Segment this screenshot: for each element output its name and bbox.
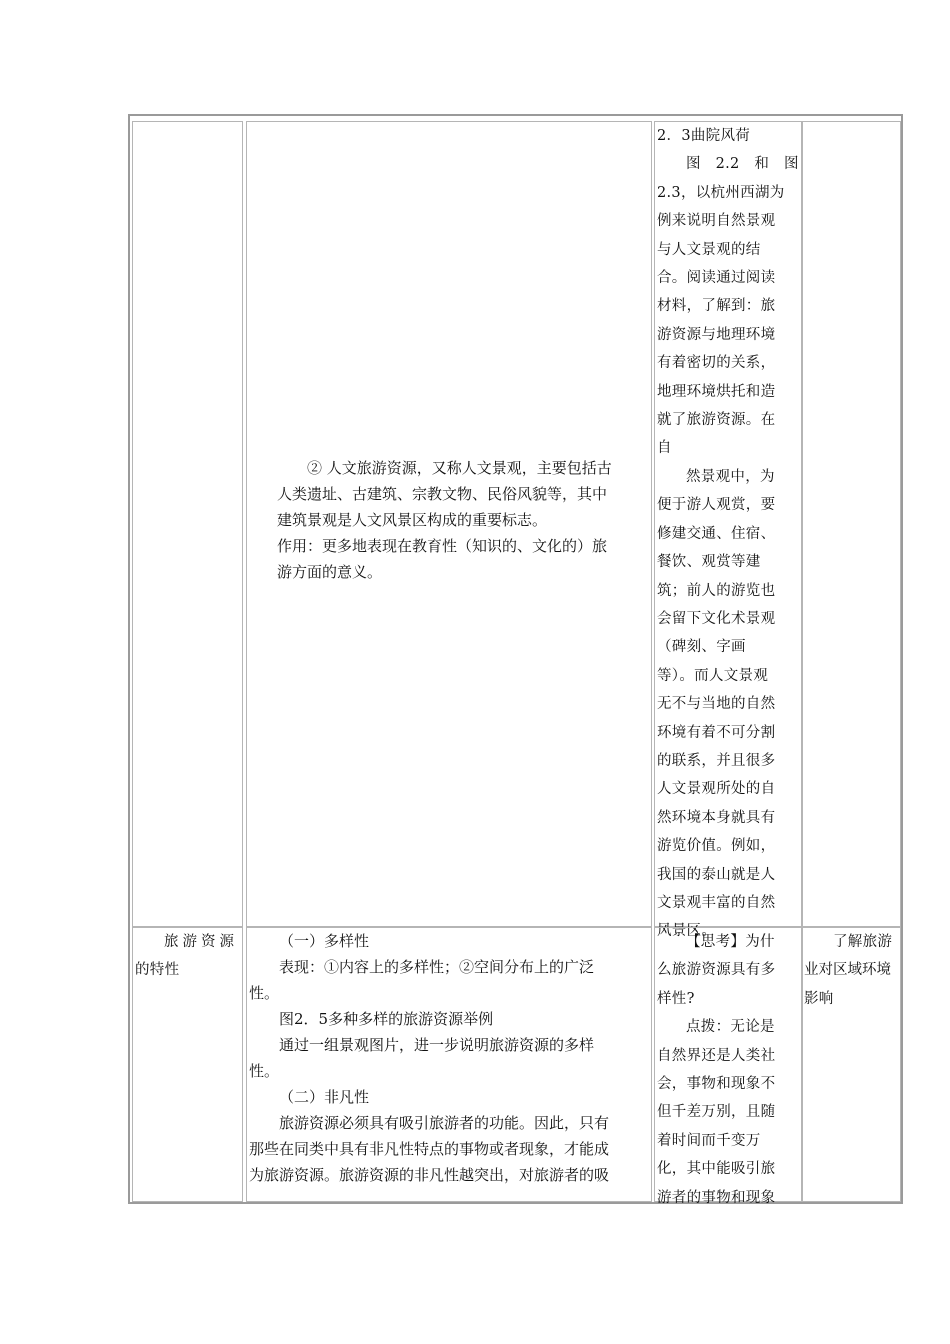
row1-col1-cell (132, 121, 243, 927)
row2-col3-cell (654, 927, 802, 1206)
text-line: 旅游资源必须具有吸引旅游者的功能。因此，只有 (279, 1114, 610, 1132)
text-line: 人类遗址、古建筑、宗教文物、民俗风貌等，其中 (277, 485, 608, 503)
text-line: 环境有着不可分割 (657, 724, 776, 741)
text-line: 游方面的意义。 (277, 563, 383, 581)
text-line: 修建交通、住宿、 (657, 525, 776, 542)
topic-label: 旅游资源 (164, 934, 238, 950)
text-line: 自 (657, 440, 672, 457)
figure-caption: 图2．5多种多样的旅游资源举例 (279, 1010, 494, 1028)
row1-col3-cell (654, 121, 802, 940)
text-line: 游者的事物和现象 (657, 1189, 776, 1206)
text-line: 么旅游资源具有多 (657, 962, 776, 979)
text-line: 但千差万别，且随 (657, 1104, 776, 1121)
text-line: 然环境本身就具有 (657, 809, 776, 826)
text-line: 2.3，以杭州西湖为 (657, 184, 785, 201)
topic-label: 的特性 (135, 962, 180, 979)
text-line: 便于游人观赏，要 (657, 497, 776, 514)
text-line: 例来说明自然景观 (657, 213, 776, 230)
text-line: 然景观中，为 (686, 468, 775, 485)
text-line: 文景观丰富的自然 (657, 894, 776, 911)
text-line: 人文景观所处的自 (657, 781, 776, 798)
row1-col4-cell (802, 121, 901, 927)
text-line: 图 2.2 和 图 (686, 156, 799, 173)
objective-text: 了解旅游 (833, 934, 893, 950)
row2-col2-cell (246, 927, 652, 1202)
row1-col2-cell (246, 121, 652, 927)
objective-text: 影响 (804, 990, 834, 1007)
figure-caption: 2．3曲院风荷 (657, 128, 751, 144)
text-line: 筑；前人的游览也 (657, 582, 776, 599)
text-line: 与人文景观的结 (657, 241, 761, 258)
text-line: ② 人文旅游资源，又称人文景观，主要包括古 (307, 459, 612, 477)
text-line: 地理环境烘托和造 (657, 383, 776, 400)
text-line: 作用：更多地表现在教育性（知识的、文化的）旅 (277, 537, 608, 555)
row2-col4-cell (802, 927, 901, 1202)
text-line: （碑刻、字画 (657, 639, 746, 656)
text-line: 游览价值。例如， (657, 838, 776, 855)
section-heading: （二）非凡性 (279, 1088, 370, 1106)
text-line: 有着密切的关系， (657, 355, 776, 372)
text-line: 那些在同类中具有非凡性特点的事物或者现象，才能成 (249, 1140, 610, 1158)
text-line: 性。 (249, 984, 280, 1002)
text-line: 材料，了解到：旅 (657, 298, 776, 315)
text-line: 我国的泰山就是人 (657, 866, 776, 883)
text-line: 性。 (249, 1062, 280, 1080)
text-line: 建筑景观是人文风景区构成的重要标志。 (277, 511, 548, 529)
text-line: 无不与当地的自然 (657, 696, 776, 713)
text-line: 餐饮、观赏等建 (657, 554, 761, 571)
section-heading: （一）多样性 (279, 932, 370, 950)
objective-text: 业对区域环境 (804, 962, 891, 979)
text-line: 为旅游资源。旅游资源的非凡性越突出，对旅游者的吸 (249, 1166, 610, 1184)
text-line: 的联系，并且很多 (657, 752, 776, 769)
text-line: 游资源与地理环境 (657, 326, 776, 343)
text-line: 表现：①内容上的多样性；②空间分布上的广泛 (279, 958, 595, 976)
row2-col1-cell (132, 927, 243, 1202)
text-line: 样性? (657, 990, 695, 1007)
text-line: 点拨：无论是 (686, 1019, 775, 1036)
text-line: 自然界还是人类社 (657, 1047, 776, 1064)
text-line: 就了旅游资源。在 (657, 412, 776, 429)
text-line: 化，其中能吸引旅 (657, 1161, 776, 1178)
text-line: 等）。而人文景观 (657, 667, 769, 684)
text-line: 会，事物和现象不 (657, 1076, 776, 1093)
lesson-table (128, 114, 903, 1204)
text-line: 风景区。 (657, 923, 717, 940)
text-line: 合。阅读通过阅读 (657, 270, 776, 287)
think-heading: 【思考】为什 (686, 934, 775, 950)
text-line: 通过一组景观图片，进一步说明旅游资源的多样 (279, 1036, 595, 1054)
text-line: 着时间而千变万 (657, 1132, 761, 1149)
text-line: 会留下文化术景观 (657, 610, 776, 627)
